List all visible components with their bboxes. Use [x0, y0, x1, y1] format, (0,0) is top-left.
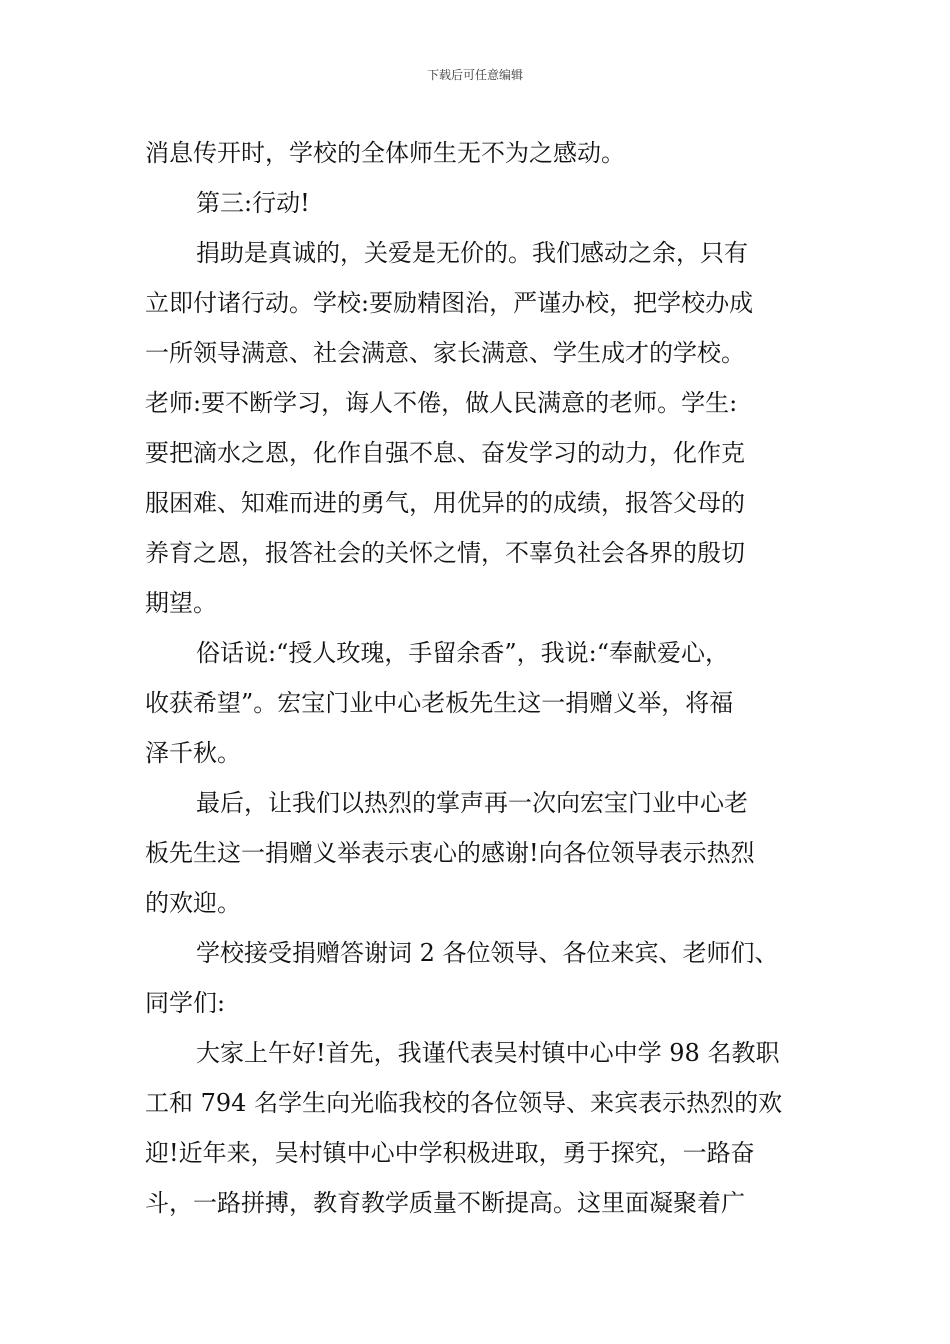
text-line: 板先生这一捐赠义举表示衷心的感谢!向各位领导表示热烈	[145, 839, 755, 867]
text-line: 大家上午好!首先，我谨代表吴村镇中心中学 98 名教职	[196, 1039, 780, 1067]
text-line: 养育之恩，报答社会的关怀之情，不辜负社会各界的殷切	[145, 539, 745, 567]
text-line: 老师:要不断学习，诲人不倦，做人民满意的老师。学生:	[145, 389, 738, 417]
text-line: 立即付诸行动。学校:要励精图治，严谨办校，把学校办成	[145, 289, 754, 317]
text-line: 泽千秋。	[145, 739, 241, 767]
text-line: 期望。	[145, 589, 217, 617]
text-line: 迎!近年来，吴村镇中心中学积极进取，勇于探究，一路奋	[145, 1139, 755, 1167]
text-line: 消息传开时，学校的全体师生无不为之感动。	[145, 139, 625, 167]
document-body	[145, 128, 813, 1228]
text-line: 斗，一路拼搏，教育教学质量不断提高。这里面凝聚着广	[145, 1189, 745, 1217]
text-line: 服困难、知难而进的勇气，用优异的的成绩，报答父母的	[145, 489, 745, 517]
text-line: 同学们:	[145, 989, 226, 1017]
text-line: 学校接受捐赠答谢词 2 各位领导、各位来宾、老师们、	[196, 939, 779, 967]
text-line: 捐助是真诚的，关爱是无价的。我们感动之余，只有	[196, 239, 748, 267]
text-line: 要把滴水之恩，化作自强不息、奋发学习的动力，化作克	[145, 439, 745, 467]
text-line: 工和 794 名学生向光临我校的各位领导、来宾表示热烈的欢	[145, 1089, 783, 1117]
section-heading: 第三:行动!	[196, 189, 310, 217]
text-line: 最后，让我们以热烈的掌声再一次向宏宝门业中心老	[196, 789, 748, 817]
text-line: 的欢迎。	[145, 889, 241, 917]
text-line: 收获希望”。宏宝门业中心老板先生这一捐赠义举，将福	[145, 689, 734, 717]
text-line: 一所领导满意、社会满意、家长满意、学生成才的学校。	[145, 339, 745, 367]
text-line: 俗话说:“授人玫瑰，手留余香”，我说:“奉献爱心，	[196, 639, 729, 667]
page-header: 下载后可任意编辑	[426, 68, 523, 82]
